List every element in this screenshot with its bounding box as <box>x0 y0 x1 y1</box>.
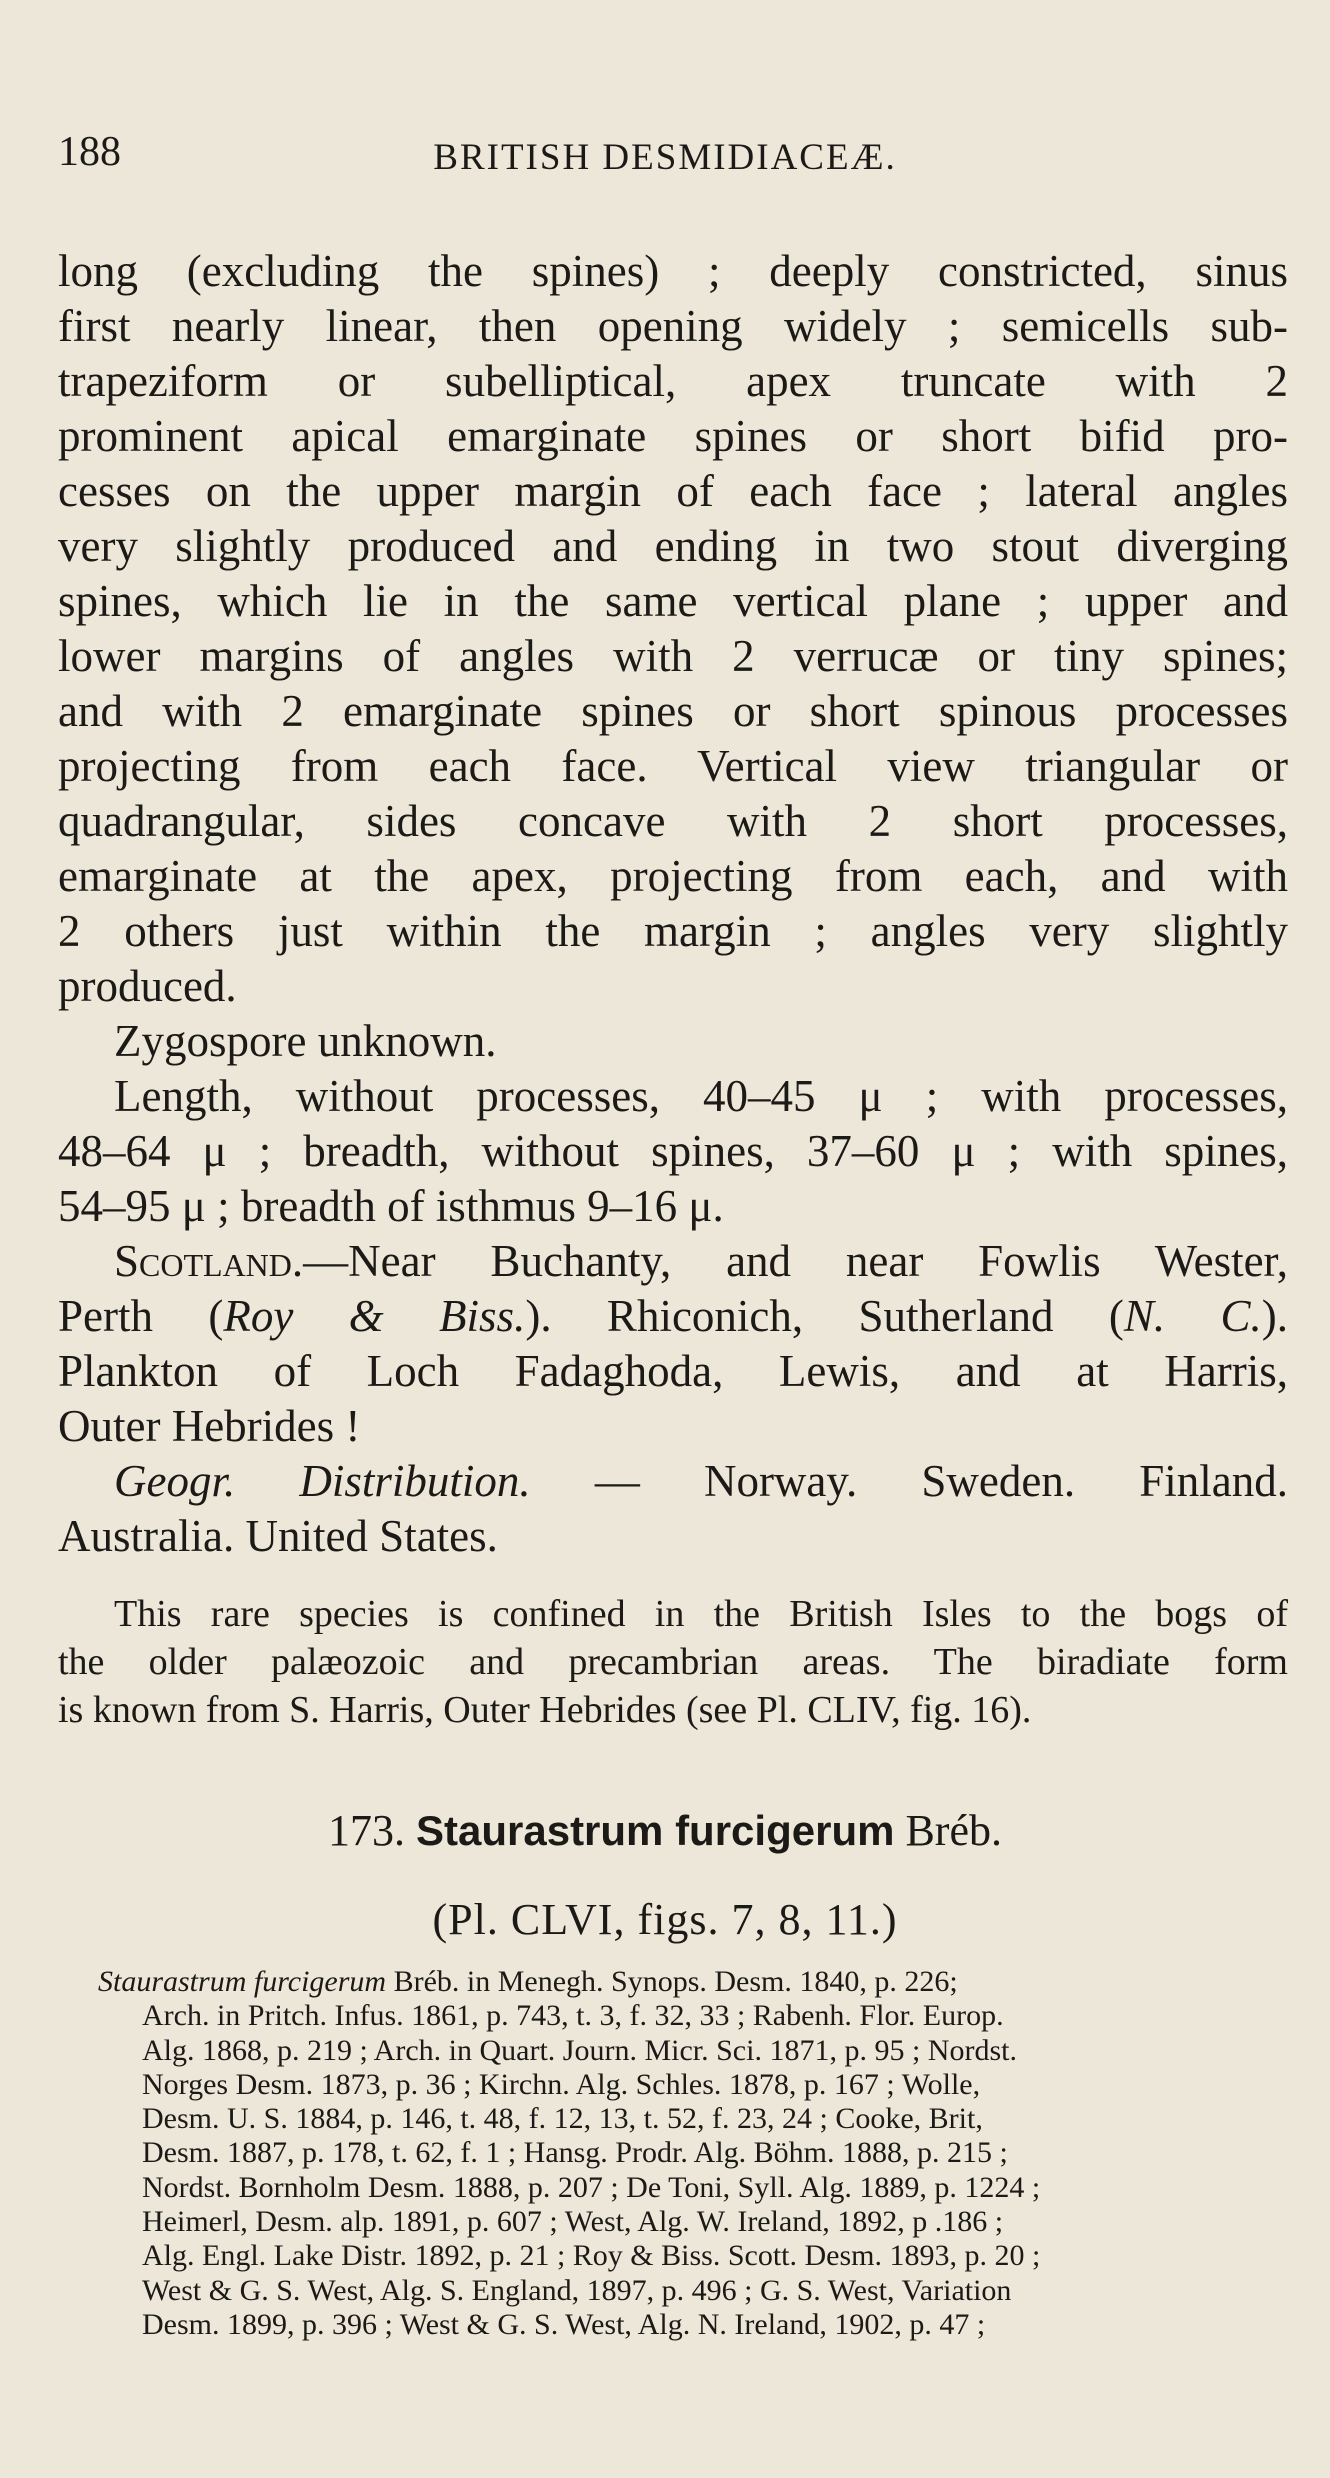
synonymy-text: Bréb. in Menegh. Synops. Desm. 1840, p. 226; <box>386 1965 958 1998</box>
synonymy-line: Heimerl, Desm. alp. 1891, p. 607 ; West, Alg. W. Ireland, 1892, p .186 ; <box>142 2205 1004 2239</box>
description-line: prominent apical emarginate spines or short bifid pro- <box>58 411 1288 461</box>
localities-text: .—Near Buchanty, and near Fowlis Wester, <box>291 1236 1288 1286</box>
note-line: This rare species is confined in the British Isles to the bogs of <box>114 1593 1288 1635</box>
description-line: very slightly produced and ending in two stout diverging <box>58 521 1288 571</box>
collector-citation: N. C. <box>1123 1291 1262 1341</box>
species-description <box>58 244 1288 1564</box>
description-line: cesses on the upper margin of each face ; lateral angles <box>58 466 1288 516</box>
region-name: Scotland <box>114 1236 292 1286</box>
description-line: produced. <box>58 961 237 1011</box>
species-author: Bréb. <box>905 1806 1002 1855</box>
localities-text: Perth ( <box>58 1291 224 1341</box>
synonymy-line: Nordst. Bornholm Desm. 1888, p. 207 ; De Toni, Syll. Alg. 1889, p. 1224 ; <box>142 2170 1041 2204</box>
localities-text: ). <box>1261 1291 1288 1341</box>
description-line: first nearly linear, then opening widely ; semicells sub- <box>58 301 1288 351</box>
plate-reference: (Pl. CLVI, figs. 7, 8, 11.) <box>432 1895 898 1944</box>
synonymy-line: Desm. 1899, p. 396 ; West & G. S. West, Alg. N. Ireland, 1902, p. 47 ; <box>142 2307 986 2341</box>
distribution-text: — Norway. Sweden. Finland. <box>530 1456 1288 1506</box>
synonymy-line: Desm. U. S. 1884, p. 146, t. 48, f. 12, 13, t. 52, f. 23, 24 ; Cooke, Brit, <box>142 2102 983 2136</box>
localities-text: ). Rhiconich, Sutherland ( <box>525 1291 1124 1341</box>
distribution-label: Geogr. Distribution. <box>114 1456 531 1506</box>
synonymy-line: Alg. 1868, p. 219 ; Arch. in Quart. Journ. Micr. Sci. 1871, p. 95 ; Nordst. <box>142 2033 1017 2067</box>
description-line: spines, which lie in the same vertical plane ; upper and <box>58 576 1288 626</box>
description-line: trapeziform or subelliptical, apex truncate with 2 <box>58 356 1288 406</box>
localities-line <box>58 1289 1288 1344</box>
synonymy-line: Norges Desm. 1873, p. 36 ; Kirchn. Alg. Schles. 1878, p. 167 ; Wolle, <box>142 2067 981 2101</box>
localities-line <box>58 1234 1288 1289</box>
distribution-line: Australia. United States. <box>58 1511 498 1561</box>
description-line: and with 2 emarginate spines or short spinous processes <box>58 686 1288 736</box>
species-number: 173. <box>328 1806 405 1855</box>
synonym-name: Staurastrum furcigerum <box>98 1965 387 1998</box>
description-line: long (excluding the spines) ; deeply constricted, sinus <box>58 246 1288 296</box>
description-line: 2 others just within the margin ; angles very slightly <box>58 906 1288 956</box>
description-line: projecting from each face. Vertical view triangular or <box>58 741 1288 791</box>
synonymy-line: Arch. in Pritch. Infus. 1861, p. 743, t. 3, f. 32, 33 ; Rabenh. Flor. Europ. <box>142 1999 1004 2033</box>
description-line: quadrangular, sides concave with 2 short processes, <box>58 796 1288 846</box>
description-line: emarginate at the apex, projecting from each, and with <box>58 851 1288 901</box>
measurements-line: 54–95 μ ; breadth of isthmus 9–16 μ. <box>58 1181 724 1231</box>
localities-line: Outer Hebrides ! <box>58 1401 361 1451</box>
measurements-line: 48–64 μ ; breadth, without spines, 37–60 μ ; with spines, <box>58 1126 1288 1176</box>
synonymy-line: Alg. Engl. Lake Distr. 1892, p. 21 ; Roy & Biss. Scott. Desm. 1893, p. 20 ; <box>142 2239 1041 2273</box>
species-name: Staurastrum furcigerum <box>416 1807 895 1854</box>
collector-citation: Roy & Biss. <box>223 1291 526 1341</box>
species-heading <box>0 1805 1330 1856</box>
distribution-line <box>58 1454 1288 1509</box>
running-head: BRITISH DESMIDIACEÆ. <box>433 137 897 178</box>
note-line: the older palæozoic and precambrian areas. The biradiate form <box>58 1641 1288 1683</box>
zygospore-line: Zygospore unknown. <box>114 1016 497 1066</box>
synonymy-line <box>58 1965 1288 1999</box>
page-number: 188 <box>58 129 121 175</box>
description-line: lower margins of angles with 2 verrucæ or tiny spines; <box>58 631 1288 681</box>
synonymy-line: Desm. 1887, p. 178, t. 62, f. 1 ; Hansg. Prodr. Alg. Böhm. 1888, p. 215 ; <box>142 2136 1008 2170</box>
species-note <box>58 1590 1288 1734</box>
localities-line: Plankton of Loch Fadaghoda, Lewis, and at Harris, <box>58 1346 1288 1396</box>
synonymy-block <box>58 1965 1288 2342</box>
note-line: is known from S. Harris, Outer Hebrides (see Pl. CLIV, fig. 16). <box>58 1689 1032 1731</box>
measurements-line: Length, without processes, 40–45 μ ; with processes, <box>114 1071 1288 1121</box>
synonymy-line: West & G. S. West, Alg. S. England, 1897, p. 496 ; G. S. West, Variation <box>142 2273 1012 2307</box>
